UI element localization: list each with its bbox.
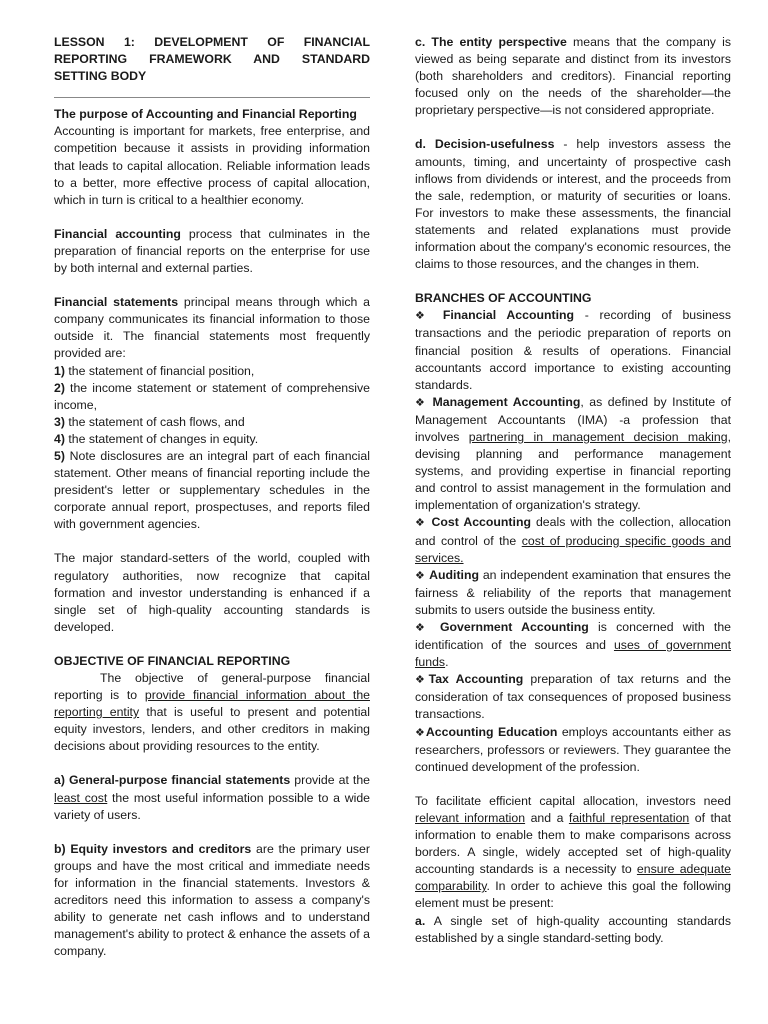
branch-text: . (445, 655, 449, 670)
general-purpose-text: provide at the (290, 773, 370, 788)
title-divider (54, 97, 370, 98)
branch-underlined: cost of producing specific goods and services. (415, 533, 731, 565)
list-text: the statement of changes in equity. (64, 431, 259, 446)
diamond-bullet-icon: ❖ (415, 569, 426, 582)
general-purpose-term: a) General-purpose financial statements (54, 773, 291, 788)
diamond-bullet-icon: ❖ (415, 396, 427, 409)
least-cost-underlined: least cost (54, 790, 108, 805)
list-number: 2) (54, 380, 65, 395)
financial-statements-term: Financial statements (54, 295, 179, 310)
equity-investors-term: b) Equity investors and creditors (54, 841, 252, 856)
financial-accounting-paragraph (54, 226, 370, 277)
element-a-paragraph (415, 913, 731, 947)
decision-usefulness-term: d. Decision-usefulness (415, 137, 555, 152)
general-purpose-text: the most useful information possible to a wide variety of users. (54, 790, 370, 822)
branch-text: preparation of tax returns and the consideration of tax consequences of proposed business transactions. (415, 672, 731, 722)
branches-heading: BRANCHES OF ACCOUNTING (415, 291, 592, 306)
list-number: 3) (54, 414, 65, 429)
branch-item-auditing (415, 567, 731, 619)
financial-accounting-term: Financial accounting (54, 226, 181, 241)
paragraph-text: . In order to achieve this goal the following element must be present: (415, 879, 731, 911)
branch-term: Tax Accounting (428, 672, 524, 687)
financial-statements-definition: principal means through which a company communicates its financial information to those outside it. The financial statements most frequently provided are: (54, 295, 370, 361)
right-column (415, 34, 731, 947)
statement-list-item (54, 448, 370, 533)
branch-text: an independent examination that ensures the fairness & reliability of the reports that management submits to users outside the business entity. (415, 567, 731, 617)
decision-usefulness-paragraph (415, 136, 731, 273)
element-label: a. (415, 913, 426, 928)
element-text: A single set of high-quality accounting standards established by a single standard-setting body. (415, 913, 731, 945)
diamond-bullet-icon: ❖ (415, 517, 427, 530)
branch-item-government (415, 619, 731, 671)
branch-item-financial (415, 307, 731, 393)
branch-item-tax (415, 671, 731, 723)
financial-accounting-definition: process that culminates in the preparation of financial reports on the enterprise for use by both internal and external parties. (54, 226, 370, 276)
equity-investors-text: are the primary user groups and have the most critical and immediate needs for information in the financial statements. Investors & acreditors need this information to assess a company's ability to generate net cash inflows and to understand management's ability to protect & enhance the assets of a company. (54, 841, 370, 959)
objective-underlined: provide financial information about the reporting entity (54, 688, 370, 720)
paragraph-text: To facilitate efficient capital allocation, investors need (415, 793, 731, 808)
diamond-bullet-icon: ❖ (415, 622, 431, 634)
branch-underlined: partnering in management decision making (468, 429, 728, 444)
branch-text: , devising planning and performance management systems, and providing expertise in financial reporting and control to assist management in the formulation and implementation of organization's strategy. (415, 429, 731, 513)
entity-perspective-term: c. The entity perspective (415, 35, 567, 49)
decision-usefulness-text: - help investors assess the amounts, timing, and uncertainty of prospective cash inflows from dividends or interest, and the proceeds from the sale, redemption, or maturity of securities or loans. For investors to make these assessments, the financial statements and related explanations must provide information about the company's economic resources, the claims to those resources, and the changes in them. (415, 137, 732, 272)
branch-term: Auditing (429, 567, 479, 582)
list-number: 4) (54, 431, 65, 446)
paragraph-text: and a (525, 810, 569, 825)
standard-setters-paragraph: The major standard-setters of the world, coupled with regulatory authorities, now recognize that capital formation and investor understanding is enhanced if a single set of high-quality accounting standards is developed. (54, 551, 370, 634)
objective-text: that is useful to present and potential equity investors, lenders, and other creditors in making decisions about providing resources to the entity. (54, 705, 370, 754)
entity-perspective-text: means that the company is viewed as being separate and distinct from its investors (both shareholders and creditors). Financial reporting focused only on the needs of the shareholder—the proprietary perspective—is not considered appropriate. (415, 35, 731, 118)
paragraph-text: of that information to enable them to make comparisons across borders. A single, widely accepted set of high-quality accounting standards is a necessity to (415, 810, 731, 877)
lesson-title: LESSON 1: DEVELOPMENT OF FINANCIAL REPORTING FRAMEWORK AND STANDARD SETTING BODY (54, 35, 370, 84)
relevant-information-underlined: relevant information (415, 810, 526, 825)
diamond-bullet-icon: ❖ (415, 674, 429, 687)
statement-list-item (54, 414, 370, 431)
branch-item-education (415, 724, 731, 776)
statement-list-item (54, 380, 370, 414)
purpose-heading: The purpose of Accounting and Financial Reporting (54, 107, 357, 122)
branch-term: Cost Accounting (431, 515, 531, 530)
left-column (54, 34, 370, 960)
branch-term: Financial Accounting (442, 308, 575, 323)
purpose-paragraph: Accounting is important for markets, free enterprise, and competition because it assists in providing information that leads to capital allocation. Reliable information leads to a better, more effective process of capital allocation, which in turn is critical to a healthier economy. (54, 124, 370, 207)
comparability-underlined: ensure adequate comparability (415, 862, 731, 894)
branch-text: is concerned with the identification of the sources and (415, 620, 731, 653)
branch-item-management (415, 394, 731, 515)
general-purpose-paragraph (54, 772, 370, 823)
branch-term: Accounting Education (425, 724, 558, 739)
financial-statements-paragraph (54, 294, 370, 362)
list-text: the statement of financial position, (64, 363, 255, 378)
branch-item-cost (415, 514, 731, 566)
objective-text: The objective of general-purpose financial reporting is to (54, 671, 370, 703)
branch-term: Government Accounting (439, 620, 589, 634)
capital-allocation-paragraph (415, 793, 731, 913)
statement-list-item (54, 363, 370, 380)
list-text: Note disclosures are an integral part of each financial statement. Other means of financial reporting include the president's letter or supplementary schedules in the corporate annual report, prospectuses, and reports filed with government agencies. (54, 448, 370, 532)
objective-heading: OBJECTIVE OF FINANCIAL REPORTING (54, 653, 291, 668)
entity-perspective-paragraph (415, 34, 731, 119)
branch-term: Management Accounting (432, 394, 581, 409)
branch-text: - recording of business transactions and the periodic preparation of reports on financial position & results of operations. Financial accountants accord importance to existing accounting standards. (415, 308, 731, 392)
branch-text: deals with the collection, allocation and control of the (415, 515, 731, 548)
statement-list-item (54, 431, 370, 448)
list-number: 5) (54, 448, 65, 463)
list-number: 1) (54, 363, 65, 378)
diamond-bullet-icon: ❖ (415, 310, 433, 323)
branch-text: , as defined by Institute of Management Accountants (IMA) -a profession that involves (415, 394, 732, 444)
equity-investors-paragraph (54, 841, 370, 961)
faithful-representation-underlined: faithful representation (568, 810, 690, 825)
list-text: the income statement or statement of comprehensive income, (54, 380, 370, 412)
diamond-bullet-icon: ❖ (415, 726, 426, 739)
branch-underlined: uses of government funds (415, 638, 731, 670)
objective-paragraph (54, 670, 370, 755)
branch-text: employs accountants either as researchers, professors or reviewers. They guarantee the continued development of the profession. (415, 724, 732, 774)
list-text: the statement of cash flows, and (64, 414, 245, 429)
